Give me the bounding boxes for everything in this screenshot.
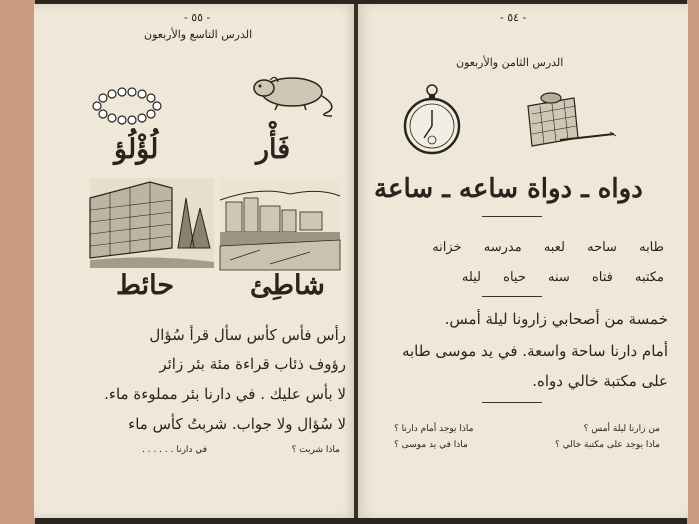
question: ماذا شربت ؟: [291, 445, 340, 455]
word: ساحه: [587, 240, 617, 255]
word-wall: حائط: [116, 270, 175, 301]
word: سنه: [548, 270, 570, 285]
word-pearl: لُؤْلُؤ: [114, 134, 159, 165]
question: من زارنا ليلة أمس ؟: [583, 424, 660, 434]
question: ماذا يوجد على مكتبة خالي ؟: [554, 440, 660, 450]
left-page: [34, 4, 356, 518]
reading-line: لا سُؤال ولا جواب. شربتُ كأس ماء: [128, 415, 346, 433]
word-rat: فَأْر: [256, 134, 291, 165]
reading-line: على مكتبة خالي دواه.: [532, 372, 668, 390]
reading-line: رؤوف ذئاب قراءة مئة بئر زائر: [159, 355, 346, 373]
book-cover-edge-left: [0, 0, 35, 524]
reading-line: رأس فأس كأس سأل قرأ سُؤال: [149, 326, 346, 344]
word: ليله: [461, 270, 482, 285]
lesson-title: الدرس الثامن والأربعون: [456, 56, 564, 69]
word-shore: شاطِئ: [250, 270, 325, 301]
word: طابه: [639, 240, 664, 255]
question: في دارنا . . . . . .: [142, 445, 208, 455]
word-row: [462, 270, 664, 285]
word-row: [432, 240, 664, 255]
wall-illustration: [90, 178, 214, 268]
book-cover-edge-right: [687, 0, 699, 524]
lesson-title: الدرس التاسع والأربعون: [144, 28, 253, 41]
word: مكتبه: [635, 270, 664, 285]
pearl-necklace-illustration: [92, 88, 162, 124]
page-number: - ٥٥ -: [184, 11, 211, 24]
inkwell-illustration: [518, 84, 618, 154]
reading-line: أمام دارنا ساحة واسعة. في يد موسى طابه: [401, 342, 668, 360]
pocket-watch-illustration: [402, 82, 462, 158]
question: ماذا في يد موسى ؟: [394, 440, 468, 450]
divider: [482, 402, 542, 403]
word: لعبه: [543, 240, 565, 255]
word: حياه: [503, 270, 526, 285]
page-number: - ٥٤ -: [500, 11, 527, 24]
seashore-illustration: [220, 180, 340, 270]
rat-illustration: [248, 66, 338, 116]
word: فتاه: [591, 270, 613, 285]
big-word-line: دواه ـ دواة ساعه ـ ساعة: [374, 174, 643, 204]
divider: [482, 296, 542, 297]
reading-line: خمسة من أصحابي زارونا ليلة أمس.: [444, 310, 668, 328]
divider: [482, 216, 542, 217]
word: مدرسه: [483, 240, 522, 255]
reading-line: لا بأس عليك . في دارنا بئر مملوءة ماء.: [104, 385, 346, 403]
right-page: [358, 4, 688, 518]
word: خزانه: [432, 240, 462, 255]
question: ماذا يوجد أمام دارنا ؟: [394, 424, 474, 434]
